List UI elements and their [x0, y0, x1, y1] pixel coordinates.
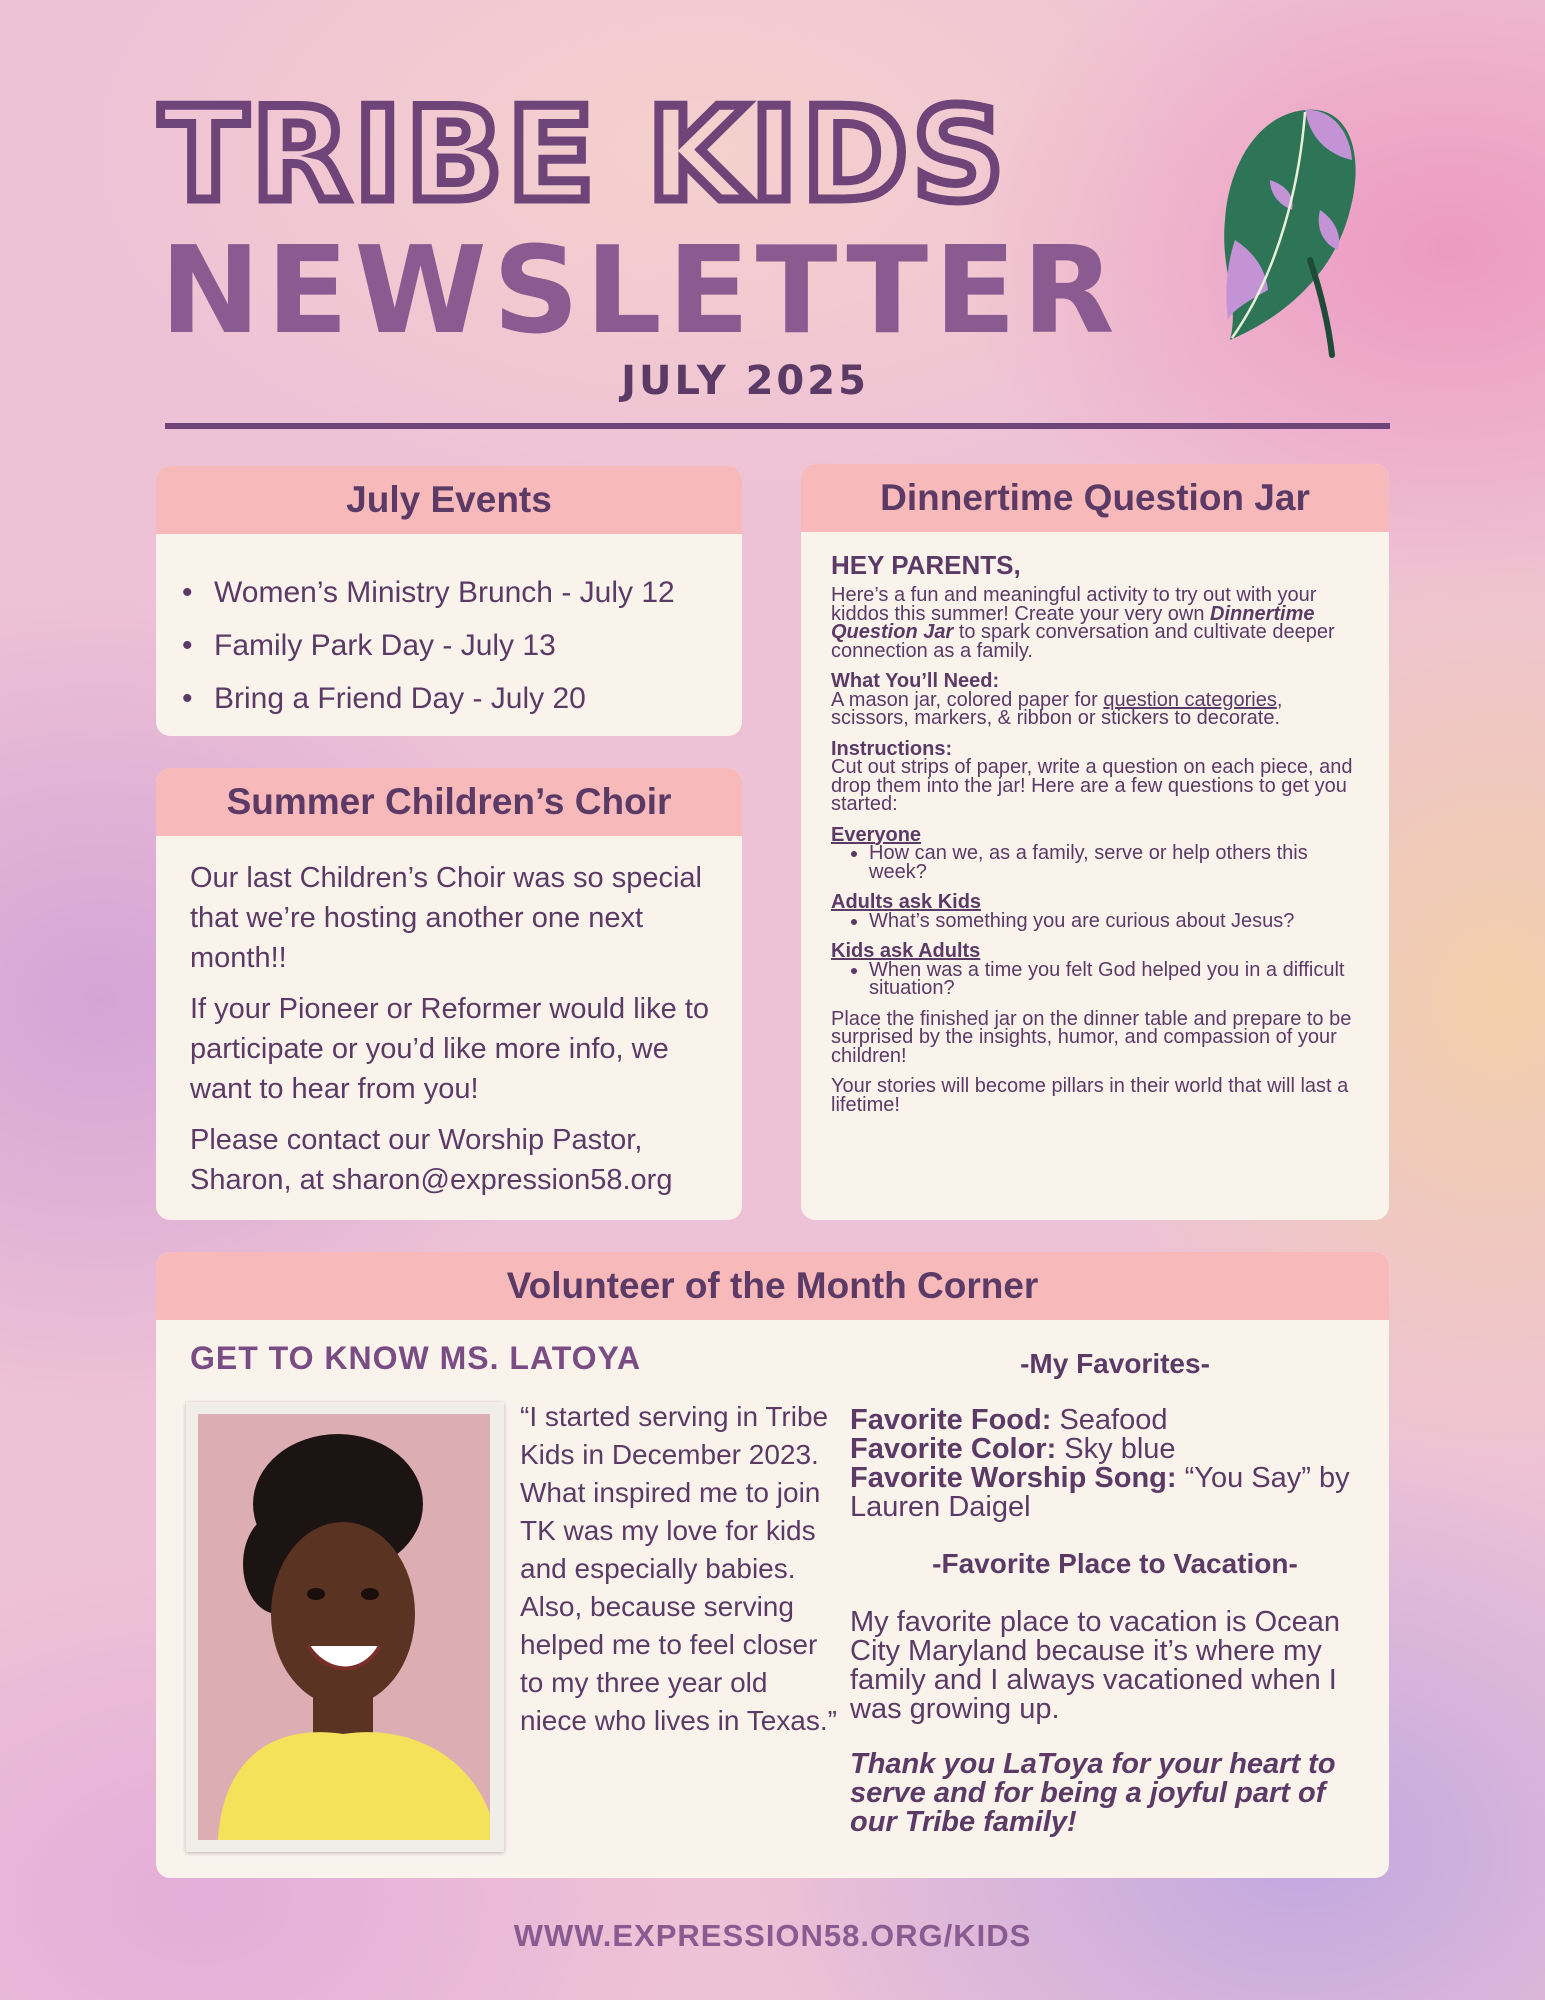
jar-intro: Here’s a fun and meaningful activity to try out with your kiddos this summer! Create your very own Dinnertime Question Jar to spark conversation and cultivate deeper connection as a family. [831, 584, 1335, 662]
website-link[interactable]: WWW.EXPRESSION58.ORG/KIDS [513, 1918, 1032, 1953]
list-item: • How can we, as a family, serve or help others this week? [869, 844, 1363, 881]
volunteer-photo [198, 1414, 490, 1840]
events-heading: July Events [156, 466, 742, 534]
issue-date: JULY 2025 [621, 358, 869, 404]
choir-card [156, 768, 742, 1220]
choir-paragraph: If your Pioneer or Reformer would like to participate or you’d like more info, we want to hear from you! [190, 993, 709, 1105]
events-list [156, 534, 742, 725]
category-adults-ask-kids: Adults ask Kids [831, 891, 982, 913]
volunteer-quote: “I started serving in Tribe Kids in December 2023. What inspired me to join TK was my love for kids and especially babies. Also, because serving helped me to feel closer to my three year old niece who lives in Texas.” [520, 1401, 837, 1736]
favorite-food: Favorite Food: Seafood [850, 1404, 1168, 1436]
vacation-text: My favorite place to vacation is Ocean City Maryland because it’s where my family and I always vacationed when I was growing up. [850, 1606, 1341, 1725]
thank-you-note: Thank you LaToya for your heart to serve and for being a joyful part of our Tribe family! [850, 1748, 1336, 1838]
choir-heading: Summer Children’s Choir [156, 768, 742, 836]
question-categories-link[interactable]: question categories [1103, 688, 1277, 711]
volunteer-name-heading: GET TO KNOW MS. LATOYA [190, 1340, 642, 1376]
volunteer-heading: Volunteer of the Month Corner [156, 1252, 1389, 1320]
title-newsletter: NEWSLETTER [160, 222, 1121, 361]
vacation-heading: -Favorite Place to Vacation- [932, 1548, 1298, 1579]
question-jar-card [801, 464, 1389, 1220]
question-jar-heading: Dinnertime Question Jar [801, 464, 1389, 532]
list-item: • What’s something you are curious about Jesus? [869, 912, 1363, 931]
needs-section: What You’ll Need: A mason jar, colored paper for question categories, scissors, markers, & ribbon or stickers to decorate. [831, 672, 1363, 728]
greeting: HEY PARENTS, [831, 550, 1021, 580]
instructions-label: Instructions: [831, 737, 953, 760]
instructions-section: Instructions: Cut out strips of paper, write a question on each piece, and drop them into the jar! Here are a few questions to get you started: [831, 740, 1363, 814]
list-item: • Women’s Ministry Brunch - July 12 [214, 566, 742, 619]
choir-contact: Please contact our Worship Pastor, Sharon, at sharon@expression58.org [190, 1124, 673, 1196]
list-item: • Family Park Day - July 13 [214, 619, 742, 672]
jar-name-emphasis: Dinnertime Question Jar [831, 602, 1315, 643]
favorite-color: Favorite Color: Sky blue [850, 1433, 1176, 1465]
category-kids-ask-adults: Kids ask Adults [831, 940, 981, 962]
header-divider [165, 423, 1390, 429]
favorites-heading: -My Favorites- [1020, 1348, 1210, 1379]
list-item: • Bring a Friend Day - July 20 [214, 672, 742, 725]
list-item: • When was a time you felt God helped you in a difficult situation? [869, 961, 1363, 998]
favorites-list [850, 1406, 1380, 1522]
title-tribe-kids: TRIBE KIDS [160, 81, 1009, 230]
needs-label: What You’ll Need: [831, 670, 1000, 692]
jar-closing: Your stories will become pillars in their world that will last a lifetime! [831, 1075, 1349, 1116]
category-everyone: Everyone [831, 823, 922, 846]
events-card [156, 466, 742, 736]
favorite-song: Favorite Worship Song: “You Say” by Lauren Daigel [850, 1462, 1350, 1523]
choir-paragraph: Our last Children’s Choir was so special that we’re hosting another one next month!! [190, 862, 703, 974]
monstera-leaf-icon [1210, 100, 1360, 360]
jar-closing: Place the finished jar on the dinner table and prepare to be surprised by the insights, humor, and compassion of your children! [831, 1007, 1352, 1067]
